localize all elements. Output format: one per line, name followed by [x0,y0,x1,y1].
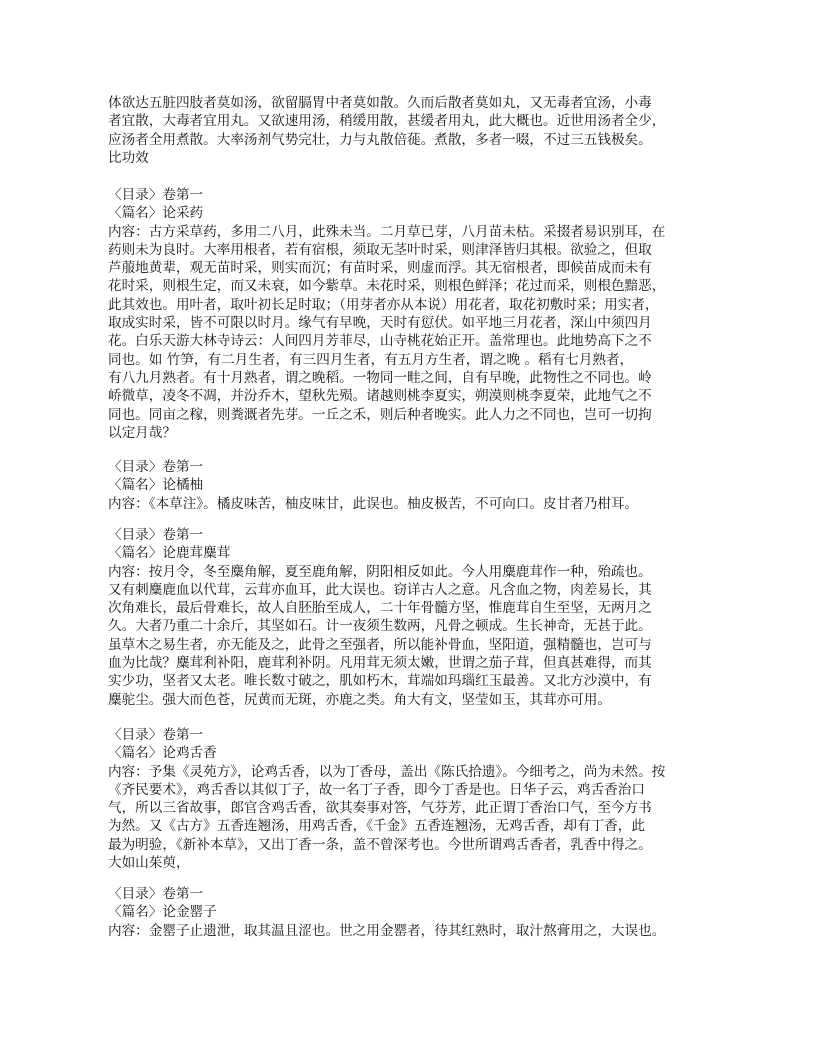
text-line: 气，所以三省故事，郎官含鸡舌香，欲其奏事对答，气芬芳，此正谓丁香治口气，至今方书 [108,800,652,817]
text-line: 体欲达五脏四肢者莫如汤，欲留膈胃中者莫如散。久而后散者莫如丸，又无毒者宜汤，小毒 [108,95,652,111]
entry-jinyingzi [108,885,728,940]
text-line: 花时采，则根生定，而又未衰，如今紫草。未花时采，则根色鲜泽；花过而采，则根色黯恶， [108,278,666,295]
text-line: 〈篇名〉论鸡舌香 [108,745,217,762]
text-line: 久。大者乃重二十余斤，其坚如石。计一夜须生数两，凡骨之顿成。生长神奇，无甚于此。 [108,618,652,635]
text-line: 《齐民要术》，鸡舌香以其似丁子，故一名丁子香，即今丁香是也。日华子云，鸡舌香治口 [108,781,645,798]
entry-caiyao [108,186,728,442]
entry-juyou [108,458,728,513]
text-line: 〈目录〉卷第一 [108,527,204,543]
text-line: 内容：予集《灵苑方》，论鸡舌香，以为丁香母，盖出《陈氏拾遗》。今细考之，尚为未然。按 [108,763,666,780]
text-line: 花。白乐天游大林寺诗云：人间四月芳菲尽，山寺桃花始正开。盖常理也。此地势高下之不 [108,333,652,350]
text-line: 〈目录〉卷第一 [108,459,204,475]
text-line: 药则未为良时。大率用根者，若有宿根，须取无茎叶时采，则津泽皆归其根。欲验之，但取 [108,241,652,258]
text-line: 〈篇名〉论鹿茸麋茸 [108,545,231,562]
text-line: 应汤者全用煮散。大率汤剂气势完壮，力与丸散倍蓰。煮散，多者一啜，不过三五钱极矣。 [108,131,652,148]
text-line: 实少功，坚者又太老。唯长数寸破之，肌如朽木，茸端如玛瑙红玉最善。又北方沙漠中，有 [108,673,652,690]
text-line: 内容：按月令，冬至麋角解，夏至鹿角解，阴阳相反如此。今人用麋鹿茸作一种，殆疏也。 [108,563,652,580]
text-line: 〈篇名〉论金罂子 [108,904,217,921]
text-line: 同也。同亩之稼，则粪溉者先芽。一丘之禾，则后种者晚实。此人力之不同也，岂可一切拘 [108,406,652,423]
text-line: 〈目录〉卷第一 [108,727,204,743]
text-line: 麋驼尘。强大而色苍，尻黄而无斑，亦鹿之类。角大有文，坚莹如玉，其茸亦可用。 [108,691,611,708]
text-line: 〈目录〉卷第一 [108,886,204,902]
text-line: 〈篇名〉论采药 [108,205,204,222]
text-block-intro [108,94,728,167]
text-line: 此其效也。用叶者，取叶初长足时取；（用芽者亦从本说）用花者，取花初敷时采；用实者， [108,296,659,313]
text-line: 虽草木之易生者，亦无能及之，此骨之至强者，所以能补骨血，坚阳道，强精髓也，岂可与 [108,636,652,653]
text-line: 为然。又《古方》五香连翘汤，用鸡舌香，《千金》五香连翘汤，无鸡舌香，却有丁香，此 [108,818,645,835]
text-line: 血为比哉？麋茸利补阳，鹿茸利补阴。凡用茸无须太嫩，世谓之茄子茸，但真甚难得，而其 [108,655,652,672]
text-line: 次角难长，最后骨难长，故人自胚胎至成人，二十年骨髓方坚，惟鹿茸自生至坚，无两月之 [108,600,652,617]
entry-lurong-mirong [108,526,728,709]
text-line: 内容：金罂子止遗泄，取其温且涩也。世之用金罂者，待其红熟时，取汁熬膏用之，大误也。 [108,922,666,939]
text-line: 者宜散，大毒者宜用丸。又欲速用汤，稍缓用散，甚缓者用丸，此大概也。近世用汤者全少， [108,113,666,130]
text-line: 以定月哉？ [108,424,176,441]
text-line: 大如山茱萸， [108,855,190,872]
text-line: 〈篇名〉论橘柚 [108,477,204,494]
text-line: 〈目录〉卷第一 [108,187,204,203]
text-line: 有八九月熟者。有十月熟者，谓之晚稻。一物同一畦之间，自有早晚，此物性之不同也。岭 [108,369,652,386]
text-line: 芦菔地黄辈，观无苗时采，则实而沉；有苗时采，则虚而浮。其无宿根者，即候苗成而未有 [108,260,652,277]
text-line: 内容：《本草注》。橘皮味苦，柚皮味甘，此误也。柚皮极苦，不可向口。皮甘者乃柑耳。 [108,495,639,512]
text-line: 峤微草，凌冬不凋，并汾乔木，望秋先殒。诸越则桃李夏实，朔漠则桃李夏荣，此地气之不 [108,388,652,405]
text-line: 最为明验，《新补本草》，又出丁香一条，盖不曾深考也。今世所谓鸡舌香者，乳香中得之。 [108,836,652,853]
text-line: 比功效 [108,149,149,166]
entry-jishexiang [108,726,728,872]
text-line: 又有刺麋鹿血以代茸，云茸亦血耳，此大误也。窃详古人之意。凡含血之物，肉差易长，其 [108,581,652,598]
text-line: 同也。如 竹笋，有二月生者，有三四月生者，有五月方生者，谓之晚 。稻有七月熟者， [108,351,634,368]
text-line: 取成实时采，皆不可限以时月。缘气有早晚，天时有愆伏。如平地三月花者，深山中须四月 [108,315,652,332]
text-line: 内容：古方采草药，多用二八月，此殊未当。二月草已芽，八月苗未枯。采掇者易识别耳，在 [108,223,666,240]
